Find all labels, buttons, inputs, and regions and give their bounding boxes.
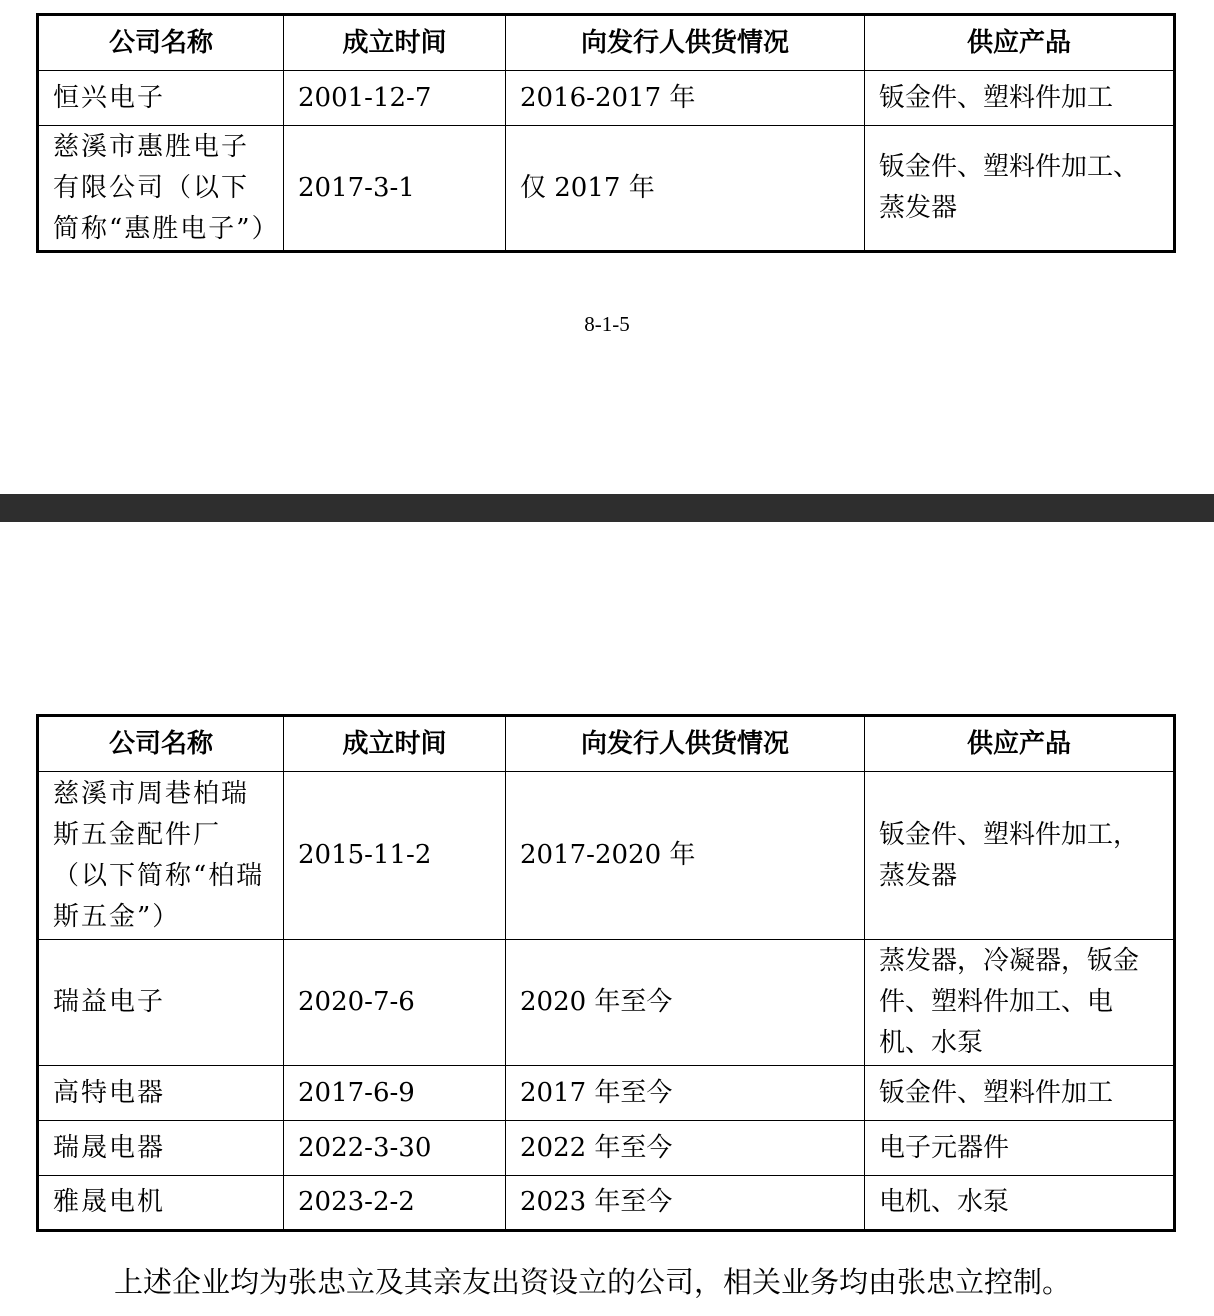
cell-founded: 2001-12-7 <box>284 71 506 126</box>
cell-founded: 2017-6-9 <box>284 1066 506 1121</box>
page-divider <box>0 494 1214 522</box>
header-founded-date: 成立时间 <box>284 15 506 71</box>
cell-products: 钣金件、塑料件加工 <box>865 1066 1175 1121</box>
cell-founded: 2017-3-1 <box>284 126 506 252</box>
header-products: 供应产品 <box>865 15 1175 71</box>
cell-period: 2016-2017 年 <box>506 71 865 126</box>
table-row <box>38 1066 1175 1121</box>
table-row <box>38 1121 1175 1176</box>
cell-company: 瑞益电子 <box>38 940 284 1066</box>
cell-period: 仅 2017 年 <box>506 126 865 252</box>
cell-company: 慈溪市周巷柏瑞斯五金配件厂（以下简称“柏瑞斯五金”） <box>38 772 284 940</box>
cell-products: 钣金件、塑料件加工，蒸发器 <box>865 772 1175 940</box>
page-number: 8-1-5 <box>584 312 630 336</box>
cell-founded: 2020-7-6 <box>284 940 506 1066</box>
table-row <box>38 1176 1175 1231</box>
body-paragraph: 上述企业均为张忠立及其亲友出资设立的公司，相关业务均由张忠立控制。 <box>114 1265 1072 1299</box>
header-founded-date: 成立时间 <box>284 716 506 772</box>
header-supply-status: 向发行人供货情况 <box>506 15 865 71</box>
cell-products: 电机、水泵 <box>865 1176 1175 1231</box>
cell-company: 雅晟电机 <box>38 1176 284 1231</box>
table-row <box>38 772 1175 940</box>
table-header-row <box>38 15 1175 71</box>
table-row <box>38 126 1175 252</box>
cell-period: 2022 年至今 <box>506 1121 865 1176</box>
cell-period: 2017 年至今 <box>506 1066 865 1121</box>
cell-founded: 2022-3-30 <box>284 1121 506 1176</box>
cell-company: 慈溪市惠胜电子有限公司（以下简称“惠胜电子”） <box>38 126 284 252</box>
supplier-table-top <box>36 13 1176 253</box>
cell-company: 高特电器 <box>38 1066 284 1121</box>
cell-period: 2023 年至今 <box>506 1176 865 1231</box>
cell-founded: 2023-2-2 <box>284 1176 506 1231</box>
cell-products: 电子元器件 <box>865 1121 1175 1176</box>
header-company-name: 公司名称 <box>38 716 284 772</box>
header-supply-status: 向发行人供货情况 <box>506 716 865 772</box>
table-row <box>38 940 1175 1066</box>
cell-products: 钣金件、塑料件加工 <box>865 71 1175 126</box>
table-header-row <box>38 716 1175 772</box>
cell-period: 2020 年至今 <box>506 940 865 1066</box>
supplier-table-bottom <box>36 714 1176 1232</box>
cell-company: 瑞晟电器 <box>38 1121 284 1176</box>
header-products: 供应产品 <box>865 716 1175 772</box>
cell-period: 2017-2020 年 <box>506 772 865 940</box>
cell-company: 恒兴电子 <box>38 71 284 126</box>
cell-founded: 2015-11-2 <box>284 772 506 940</box>
cell-products: 蒸发器，冷凝器，钣金件、塑料件加工、电机、水泵 <box>865 940 1175 1066</box>
table-row <box>38 71 1175 126</box>
cell-products: 钣金件、塑料件加工、蒸发器 <box>865 126 1175 252</box>
header-company-name: 公司名称 <box>38 15 284 71</box>
